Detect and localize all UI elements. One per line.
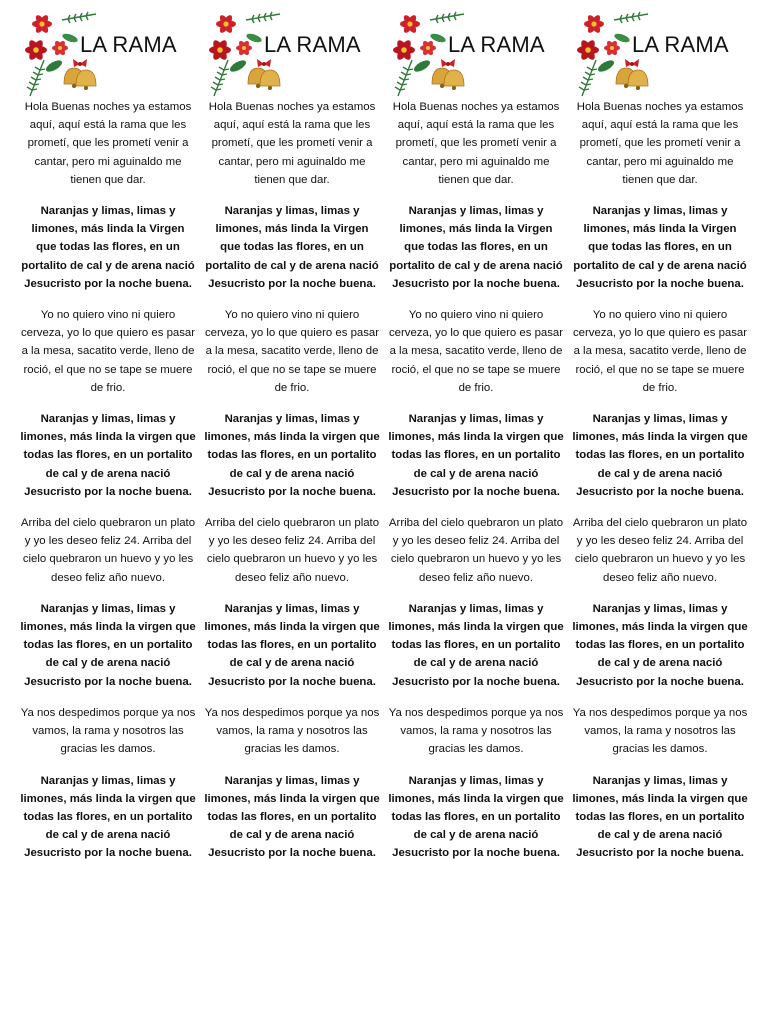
flyer-column <box>200 6 384 1016</box>
chorus-stanza: Naranjas y limas, limas y limones, más linda la virgen que todas las flores, en un portalito de cal y de arena nació Jesucristo por la noche buena. <box>20 413 196 498</box>
flyer-column <box>568 6 752 1016</box>
chorus-stanza: Naranjas y limas, limas y limones, más linda la virgen que todas las flores, en un portalito de cal y de arena nació Jesucristo por la noche buena. <box>20 602 196 688</box>
flyer-column <box>16 6 200 1016</box>
verse-stanza: Hola Buenas noches ya estamos aquí, aquí está la rama que les prometí, que les prometí venir a cantar, pero mi aguinaldo me tienen que dar. <box>208 101 376 186</box>
chorus-stanza: Naranjas y limas, limas y limones, más linda la virgen que todas las flores, en un portalito de cal y de arena nació Jesucristo por la noche buena. <box>204 413 380 498</box>
verse-stanza: Hola Buenas noches ya estamos aquí, aquí está la rama que les prometí, que les prometí venir a cantar, pero mi aguinaldo me tienen que dar. <box>24 101 192 186</box>
chorus-stanza: Naranjas y limas, limas y limones, más linda la virgen que todas las flores, en un portalito de cal y de arena nació Jesucristo por la noche buena. <box>20 774 196 860</box>
verse-stanza: Ya nos despedimos porque ya nos vamos, la rama y nosotros las gracias les damos. <box>388 706 564 756</box>
verse-stanza: Ya nos despedimos porque ya nos vamos, la rama y nosotros las gracias les damos. <box>204 706 380 756</box>
column-header <box>388 6 564 98</box>
flyer-title: LA RAMA <box>448 32 545 57</box>
flyer-column <box>384 6 568 1016</box>
verse-stanza: Yo no quiero vino ni quiero cerveza, yo lo que quiero es pasar a la mesa, sacatito verde, lleno de roció, el que no se tape se muere de frio. <box>572 309 748 394</box>
verse-stanza: Arriba del cielo quebraron un plato y yo les deseo feliz 24. Arriba del cielo quebraron un huevo y yo les deseo feliz año nuevo. <box>388 517 564 584</box>
chorus-stanza: Naranjas y limas, limas y limones, más linda la Virgen que todas las flores, en un portalito de cal y de arena nació Jesucristo por la noche buena. <box>389 205 563 290</box>
chorus-stanza: Naranjas y limas, limas y limones, más linda la virgen que todas las flores, en un portalito de cal y de arena nació Jesucristo por la noche buena. <box>572 602 748 688</box>
chorus-stanza: Naranjas y limas, limas y limones, más linda la virgen que todas las flores, en un portalito de cal y de arena nació Jesucristo por la noche buena. <box>388 413 564 498</box>
verse-stanza: Ya nos despedimos porque ya nos vamos, la rama y nosotros las gracias les damos. <box>20 706 196 756</box>
chorus-stanza: Naranjas y limas, limas y limones, más linda la Virgen que todas las flores, en un portalito de cal y de arena nació Jesucristo por la noche buena. <box>205 205 379 290</box>
chorus-stanza: Naranjas y limas, limas y limones, más linda la Virgen que todas las flores, en un portalito de cal y de arena nació Jesucristo por la noche buena. <box>21 205 195 290</box>
flyer-title: LA RAMA <box>80 32 177 57</box>
chorus-stanza: Naranjas y limas, limas y limones, más linda la Virgen que todas las flores, en un portalito de cal y de arena nació Jesucristo por la noche buena. <box>573 205 747 290</box>
verse-stanza: Hola Buenas noches ya estamos aquí, aquí está la rama que les prometí, que les prometí venir a cantar, pero mi aguinaldo me tienen que dar. <box>392 101 560 186</box>
chorus-stanza: Naranjas y limas, limas y limones, más linda la virgen que todas las flores, en un portalito de cal y de arena nació Jesucristo por la noche buena. <box>388 602 564 688</box>
flyer-title: LA RAMA <box>632 32 729 57</box>
flyer-sheet <box>16 6 752 1016</box>
verse-stanza: Yo no quiero vino ni quiero cerveza, yo lo que quiero es pasar a la mesa, sacatito verde, lleno de roció, el que no se tape se muere de frio. <box>388 309 564 394</box>
verse-stanza: Arriba del cielo quebraron un plato y yo les deseo feliz 24. Arriba del cielo quebraron un huevo y yo les deseo feliz año nuevo. <box>572 517 748 584</box>
song-lyrics <box>20 98 196 863</box>
chorus-stanza: Naranjas y limas, limas y limones, más linda la virgen que todas las flores, en un portalito de cal y de arena nació Jesucristo por la noche buena. <box>204 602 380 688</box>
flyer-title: LA RAMA <box>264 32 361 57</box>
chorus-stanza: Naranjas y limas, limas y limones, más linda la virgen que todas las flores, en un portalito de cal y de arena nació Jesucristo por la noche buena. <box>572 413 748 498</box>
column-header <box>20 6 196 98</box>
column-header <box>572 6 748 98</box>
verse-stanza: Yo no quiero vino ni quiero cerveza, yo lo que quiero es pasar a la mesa, sacatito verde, lleno de roció, el que no se tape se muere de frio. <box>20 309 196 394</box>
chorus-stanza: Naranjas y limas, limas y limones, más linda la virgen que todas las flores, en un portalito de cal y de arena nació Jesucristo por la noche buena. <box>388 774 564 860</box>
verse-stanza: Hola Buenas noches ya estamos aquí, aquí está la rama que les prometí, que les prometí venir a cantar, pero mi aguinaldo me tienen que dar. <box>576 101 744 186</box>
chorus-stanza: Naranjas y limas, limas y limones, más linda la virgen que todas las flores, en un portalito de cal y de arena nació Jesucristo por la noche buena. <box>572 774 748 860</box>
chorus-stanza: Naranjas y limas, limas y limones, más linda la virgen que todas las flores, en un portalito de cal y de arena nació Jesucristo por la noche buena. <box>204 774 380 860</box>
verse-stanza: Arriba del cielo quebraron un plato y yo les deseo feliz 24. Arriba del cielo quebraron un huevo y yo les deseo feliz año nuevo. <box>204 517 380 584</box>
song-lyrics <box>572 98 748 863</box>
column-header <box>204 6 380 98</box>
verse-stanza: Yo no quiero vino ni quiero cerveza, yo lo que quiero es pasar a la mesa, sacatito verde, lleno de roció, el que no se tape se muere de frio. <box>204 309 380 394</box>
verse-stanza: Ya nos despedimos porque ya nos vamos, la rama y nosotros las gracias les damos. <box>572 706 748 756</box>
verse-stanza: Arriba del cielo quebraron un plato y yo les deseo feliz 24. Arriba del cielo quebraron un huevo y yo les deseo feliz año nuevo. <box>20 517 196 584</box>
song-lyrics <box>388 98 564 863</box>
song-lyrics <box>204 98 380 863</box>
